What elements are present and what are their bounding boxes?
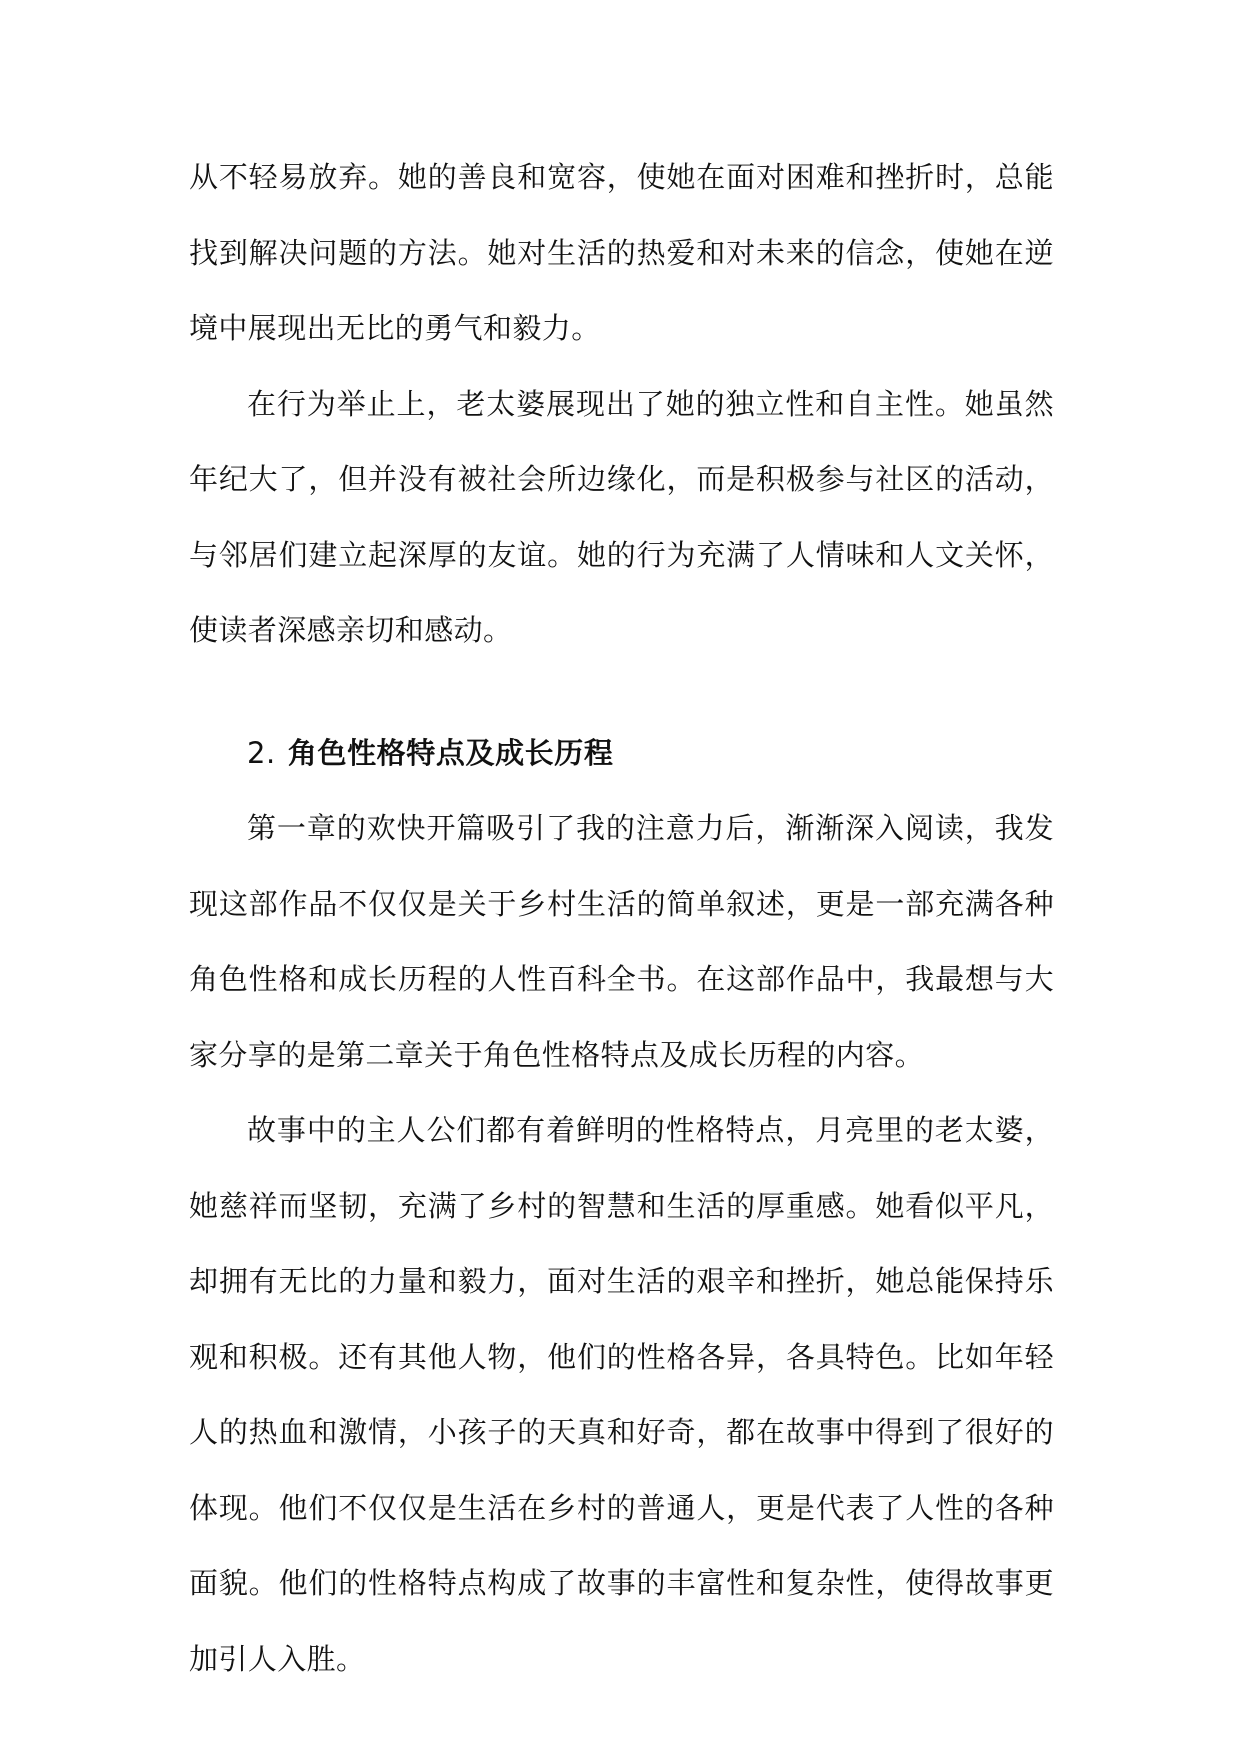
paragraph-chapter-intro: 第一章的欢快开篇吸引了我的注意力后，渐渐深入阅读，我发现这部作品不仅仅是关于乡村生活的简单叙述，更是一部充满各种角色性格和成长历程的人性百科全书。在这部作品中，我最想与大家分享的是第二章关于角色性格特点及成长历程的内容。 [189,811,1054,1072]
document-body [189,140,1054,1697]
paragraph-continuation: 从不轻易放弃。她的善良和宽容，使她在面对困难和挫折时，总能找到解决问题的方法。她对生活的热爱和对未来的信念，使她在逆境中展现出无比的勇气和毅力。 [189,160,1054,345]
paragraph-behavior: 在行为举止上，老太婆展现出了她的独立性和自主性。她虽然年纪大了，但并没有被社会所边缘化，而是积极参与社区的活动，与邻居们建立起深厚的友谊。她的行为充满了人情味和人文关怀，使读者深感亲切和感动。 [189,386,1054,647]
section-heading [189,716,1054,792]
section-number: 2. [247,735,276,770]
paragraph-characters: 故事中的主人公们都有着鲜明的性格特点，月亮里的老太婆，她慈祥而坚韧，充满了乡村的智慧和生活的厚重感。她看似平凡，却拥有无比的力量和毅力，面对生活的艰辛和挫折，她总能保持乐观和积极。还有其他人物，他们的性格各异，各具特色。比如年轻人的热血和激情，小孩子的天真和好奇，都在故事中得到了很好的体现。他们不仅仅是生活在乡村的普通人，更是代表了人性的各种面貌。他们的性格特点构成了故事的丰富性和复杂性，使得故事更加引人入胜。 [189,1113,1054,1676]
section-title: 角色性格特点及成长历程 [287,735,614,770]
